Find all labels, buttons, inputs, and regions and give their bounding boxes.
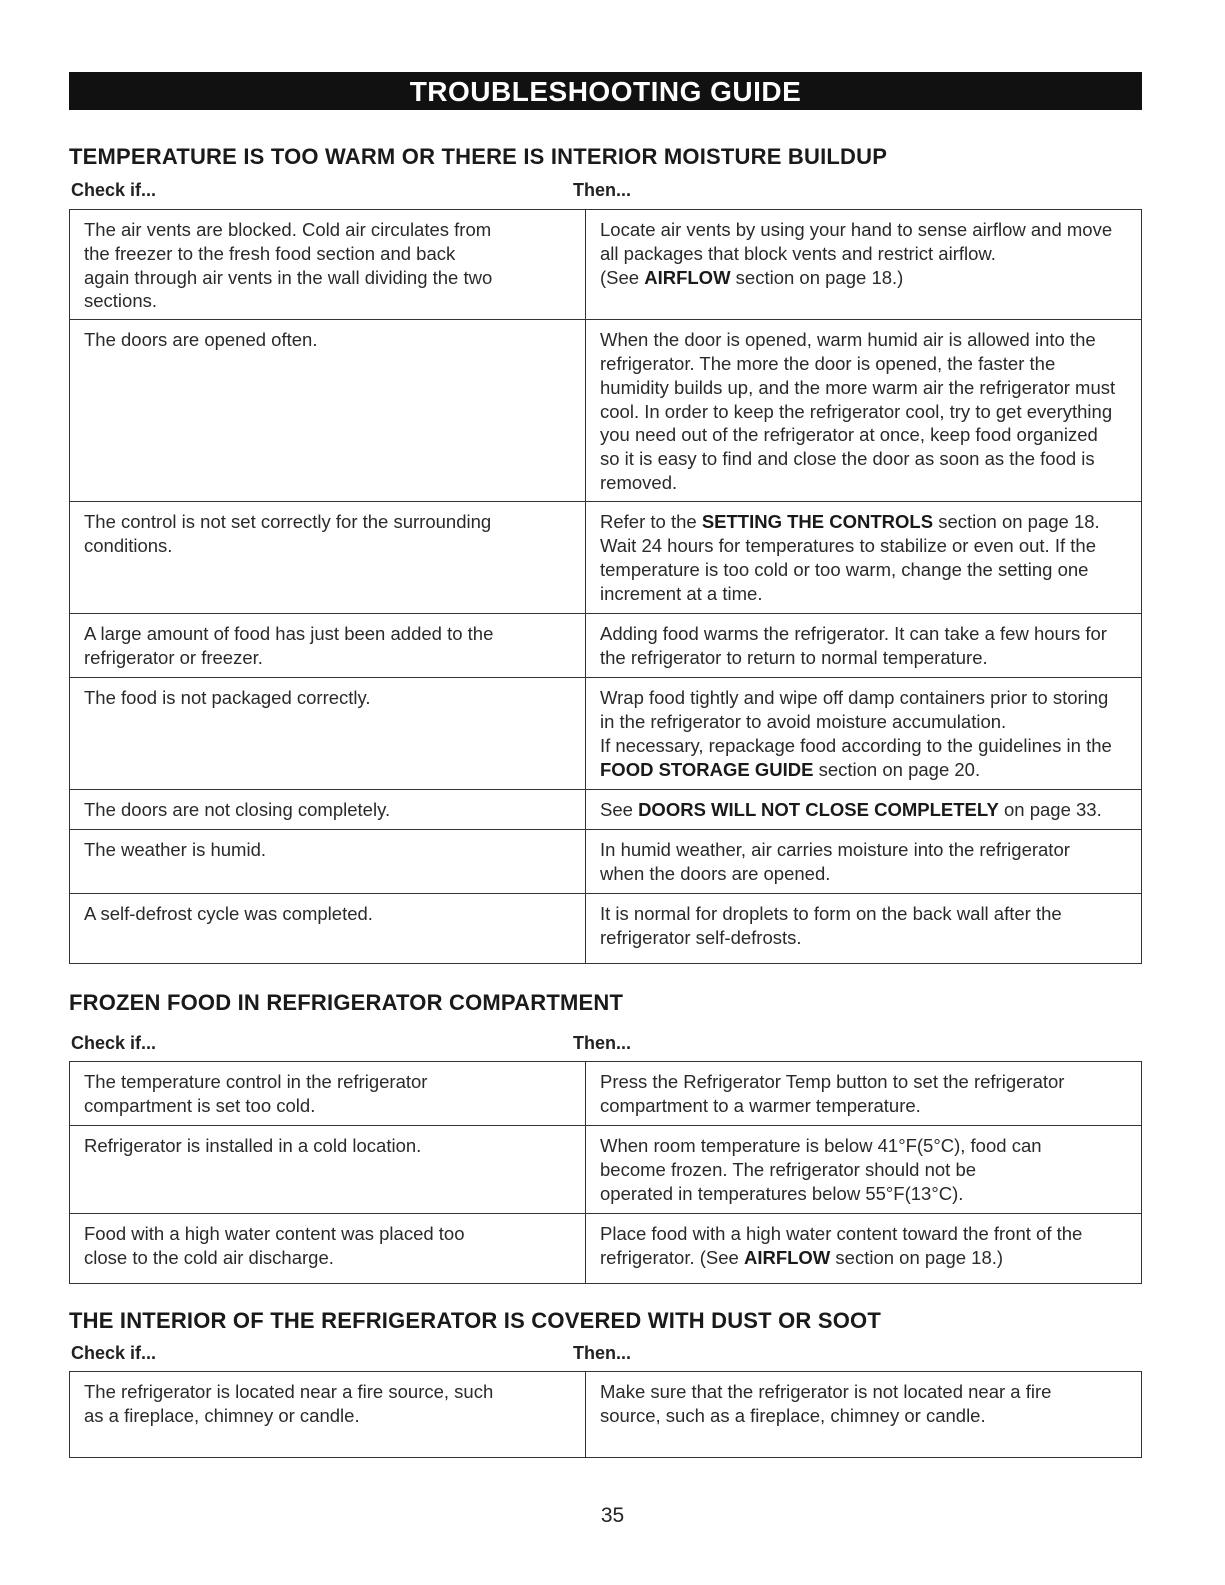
text-segment: compartment to a warmer temperature.: [600, 1094, 921, 1116]
then-line: [600, 218, 1129, 242]
table-row: [70, 830, 1142, 894]
text-segment: refrigerator self-defrosts.: [600, 926, 802, 948]
then-line: [600, 1158, 1129, 1182]
text-segment: When the door is opened, warm humid air is allowed into the: [600, 329, 1096, 351]
troubleshooting-table: [69, 209, 1142, 964]
then-line: [600, 1380, 1129, 1404]
text-segment: In humid weather, air carries moisture into the refrigerator: [600, 839, 1070, 861]
text-segment: Refer to the: [600, 511, 702, 533]
then-line: [600, 400, 1129, 424]
check-line: A self-defrost cycle was completed.: [84, 903, 373, 925]
then-cell: [586, 1062, 1142, 1126]
text-segment: It is normal for droplets to form on the back wall after the: [600, 903, 1062, 925]
check-line: compartment is set too cold.: [84, 1094, 316, 1116]
check-line: The food is not packaged correctly.: [84, 687, 371, 709]
check-line: The weather is humid.: [84, 839, 267, 861]
then-cell: [586, 894, 1142, 964]
table-row: [70, 790, 1142, 830]
text-segment: section on page 18.): [830, 1246, 1004, 1268]
text-segment: so it is easy to find and close the door as soon as the food is: [600, 448, 1095, 470]
then-line: [600, 838, 1129, 862]
section-frozen-food: [69, 990, 1142, 1284]
then-cell: [586, 502, 1142, 614]
check-line: the freezer to the fresh food section and back: [84, 242, 456, 264]
text-segment: all packages that block vents and restrict airflow.: [600, 242, 996, 264]
then-line: [600, 558, 1129, 582]
table-row: [70, 1126, 1142, 1214]
section-title: TEMPERATURE IS TOO WARM OR THERE IS INTERIOR MOISTURE BUILDUP: [69, 144, 888, 169]
then-line: [600, 862, 1129, 886]
text-segment: section on page 18.): [730, 266, 904, 288]
reference-term: AIRFLOW: [743, 1246, 831, 1268]
check-line: close to the cold air discharge.: [84, 1246, 334, 1268]
section-dust-or-soot: [69, 1308, 1142, 1458]
table-row: [70, 1062, 1142, 1126]
then-line: [600, 622, 1129, 646]
section-title: THE INTERIOR OF THE REFRIGERATOR IS COVERED WITH DUST OR SOOT: [69, 1308, 881, 1334]
check-line: refrigerator or freezer.: [84, 646, 263, 668]
then-line: [600, 582, 1129, 606]
table-row: [70, 614, 1142, 678]
text-segment: Adding food warms the refrigerator. It can take a few hours for: [600, 623, 1107, 645]
text-segment: See: [600, 799, 639, 821]
text-segment: If necessary, repackage food according to the guidelines in the: [600, 734, 1112, 756]
check-line: again through air vents in the wall dividing the two: [84, 266, 493, 288]
text-segment: When room temperature is below 41°F(5°C), food can: [600, 1135, 1042, 1157]
check-if-cell: [70, 790, 586, 830]
check-if-header: Check if...: [71, 1033, 157, 1054]
troubleshooting-page: [69, 72, 1142, 1458]
check-if-cell: [70, 320, 586, 502]
then-header: Then...: [573, 180, 631, 200]
text-segment: cool. In order to keep the refrigerator cool, try to get everything: [600, 400, 1113, 422]
check-if-cell: [70, 1126, 586, 1214]
text-segment: increment at a time.: [600, 582, 763, 604]
then-line: [600, 510, 1129, 534]
check-if-cell: [70, 1372, 586, 1458]
text-segment: in the refrigerator to avoid moisture accumulation.: [600, 710, 1007, 732]
guide-banner: TROUBLESHOOTING GUIDE: [69, 72, 1142, 110]
check-if-header: Check if...: [71, 180, 157, 200]
check-line: The refrigerator is located near a fire source, such: [84, 1381, 494, 1403]
table-row: [70, 502, 1142, 614]
check-line: Food with a high water content was placed too: [84, 1223, 465, 1245]
check-if-cell: [70, 894, 586, 964]
then-line: [600, 734, 1129, 758]
text-segment: Place food with a high water content toward the front of the: [600, 1223, 1083, 1245]
then-line: [600, 686, 1129, 710]
then-line: [600, 646, 1129, 670]
then-cell: [586, 790, 1142, 830]
text-segment: on page 33.: [998, 799, 1102, 821]
reference-term: DOORS WILL NOT CLOSE COMPLETELY: [638, 799, 999, 821]
troubleshooting-table: [69, 1061, 1142, 1284]
then-cell: [586, 320, 1142, 502]
check-line: The air vents are blocked. Cold air circulates from: [84, 219, 492, 240]
check-if-header: Check if...: [71, 1343, 157, 1364]
text-segment: Locate air vents by using your hand to sense airflow and move: [600, 219, 1113, 240]
then-cell: [586, 1214, 1142, 1284]
section-title: FROZEN FOOD IN REFRIGERATOR COMPARTMENT: [69, 990, 624, 1016]
then-cell: [586, 210, 1142, 320]
text-segment: the refrigerator to return to normal temperature.: [600, 646, 988, 668]
text-segment: removed.: [600, 471, 678, 493]
then-cell: [586, 614, 1142, 678]
reference-term: SETTING THE CONTROLS: [701, 511, 934, 533]
then-header: Then...: [573, 1343, 631, 1364]
section-temperature-too-warm: [69, 144, 1142, 964]
then-line: [600, 376, 1129, 400]
check-if-cell: [70, 678, 586, 790]
text-segment: source, such as a fireplace, chimney or candle.: [600, 1404, 986, 1426]
then-line: [600, 926, 1129, 950]
check-if-cell: [70, 1214, 586, 1284]
check-line: as a fireplace, chimney or candle.: [84, 1404, 360, 1426]
table-row: [70, 320, 1142, 502]
check-line: The doors are not closing completely.: [84, 799, 391, 821]
column-headers: [69, 1343, 1142, 1365]
column-headers: [69, 180, 1142, 202]
then-cell: [586, 830, 1142, 894]
text-segment: operated in temperatures below 55°F(13°C).: [600, 1182, 964, 1204]
text-segment: Wait 24 hours for temperatures to stabilize or even out. If the: [600, 534, 1096, 556]
then-line: [600, 1182, 1129, 1206]
check-line: The doors are opened often.: [84, 329, 318, 351]
text-segment: you need out of the refrigerator at once, keep food organized: [600, 424, 1098, 446]
check-line: conditions.: [84, 534, 173, 556]
then-header: Then...: [573, 1033, 631, 1054]
then-line: [600, 328, 1129, 352]
then-line: [600, 1094, 1129, 1118]
then-line: [600, 1070, 1129, 1094]
check-if-cell: [70, 210, 586, 320]
troubleshooting-table: [69, 1371, 1142, 1458]
then-line: [600, 710, 1129, 734]
check-line: Refrigerator is installed in a cold location.: [84, 1135, 422, 1157]
then-cell: [586, 1126, 1142, 1214]
check-line: The temperature control in the refrigerator: [84, 1071, 428, 1093]
table-row: [70, 894, 1142, 964]
text-segment: become frozen. The refrigerator should not be: [600, 1158, 977, 1180]
check-line: A large amount of food has just been added to the: [84, 623, 494, 645]
reference-term: AIRFLOW: [644, 266, 731, 288]
then-line: [600, 1134, 1129, 1158]
text-segment: refrigerator. (See: [600, 1246, 744, 1268]
check-if-cell: [70, 830, 586, 894]
then-line: [600, 758, 1129, 782]
text-segment: Press the Refrigerator Temp button to set the refrigerator: [600, 1071, 1065, 1093]
table-row: [70, 1372, 1142, 1458]
column-headers: [69, 1033, 1142, 1055]
then-line: [600, 534, 1129, 558]
then-line: [600, 471, 1129, 495]
then-cell: [586, 1372, 1142, 1458]
table-row: [70, 678, 1142, 790]
then-line: [600, 1222, 1129, 1246]
text-segment: humidity builds up, and the more warm air the refrigerator must: [600, 376, 1116, 398]
then-line: [600, 447, 1129, 471]
reference-term: FOOD STORAGE GUIDE: [600, 758, 814, 780]
then-line: [600, 423, 1129, 447]
text-segment: when the doors are opened.: [600, 862, 831, 884]
table-row: [70, 1214, 1142, 1284]
check-line: The control is not set correctly for the surrounding: [84, 511, 492, 533]
then-line: [600, 266, 1129, 290]
text-segment: section on page 18.: [933, 511, 1100, 533]
then-line: [600, 1404, 1129, 1428]
page-number: 35: [600, 1504, 625, 1527]
text-segment: Make sure that the refrigerator is not located near a fire: [600, 1381, 1052, 1403]
then-line: [600, 352, 1129, 376]
text-segment: section on page 20.: [813, 758, 981, 780]
check-if-cell: [70, 502, 586, 614]
text-segment: Wrap food tightly and wipe off damp containers prior to storing: [600, 687, 1109, 709]
text-segment: (See: [600, 266, 645, 288]
table-row: [70, 210, 1142, 320]
then-line: [600, 902, 1129, 926]
then-cell: [586, 678, 1142, 790]
check-line: sections.: [84, 290, 158, 312]
then-line: [600, 242, 1129, 266]
text-segment: refrigerator. The more the door is opened, the faster the: [600, 352, 1056, 374]
text-segment: temperature is too cold or too warm, change the setting one: [600, 558, 1089, 580]
then-line: [600, 1246, 1129, 1270]
then-line: [600, 798, 1129, 822]
check-if-cell: [70, 1062, 586, 1126]
check-if-cell: [70, 614, 586, 678]
